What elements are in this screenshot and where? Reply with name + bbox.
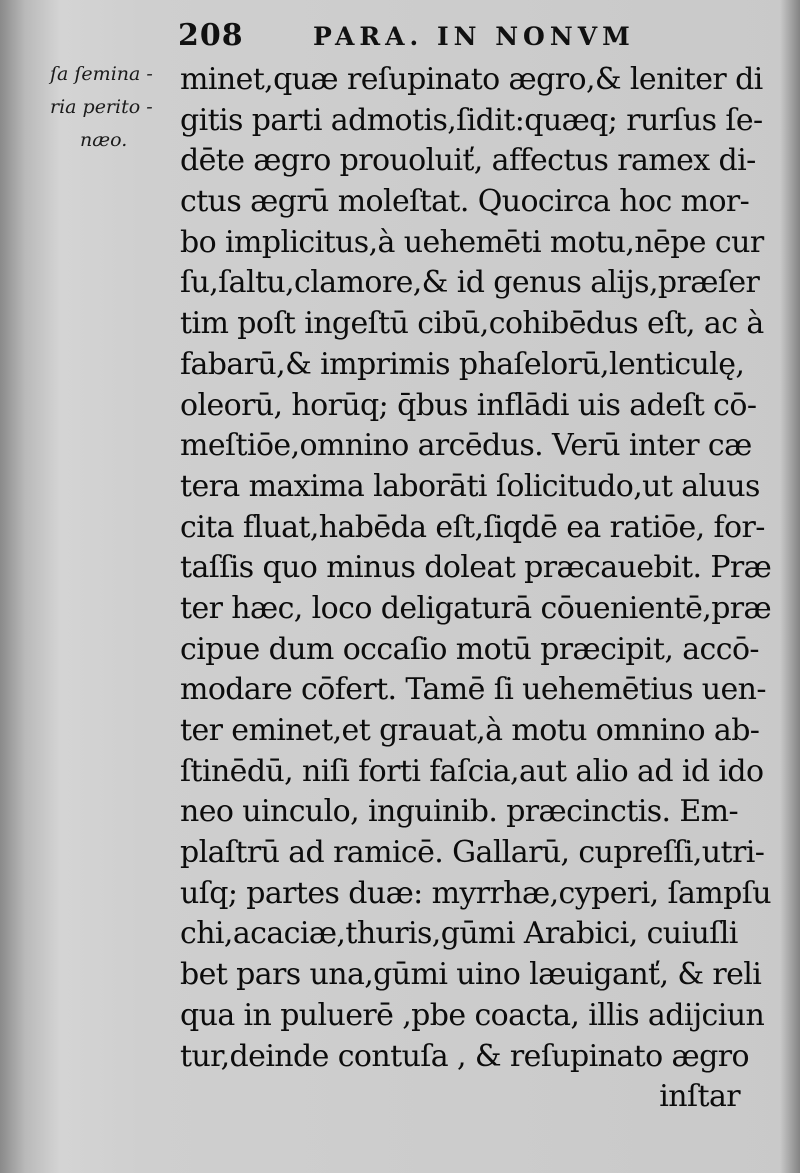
text-line: chi,acaciæ,thuris,gūmi Arabici, cuiuſli [180, 916, 738, 952]
text-line: minet,quæ reſupinato ægro,& leniter di [180, 62, 763, 97]
text-line: gitis parti admotis,ſidit:quæq; rurſus ſe- [180, 102, 763, 138]
margin-note [50, 58, 170, 157]
margin-note-line: ria perito - [50, 96, 153, 118]
text-line: fabarū,& imprimis phaſelorū,lenticulę, [180, 346, 745, 382]
text-line: cipue dum occaſio motū præcipit, accō- [180, 631, 759, 667]
text-line: ſu,ſaltu,clamore,& id genus alijs,præſer [180, 265, 760, 301]
text-line: ter eminet,et grauat,à motu omnino ab- [180, 713, 760, 748]
text-line: dēte ægro prouoluiť, affectus ramex di- [180, 143, 756, 179]
text-line: plaſtrū ad ramicē. Gallarū, cupreſſi,utri- [180, 835, 765, 871]
text-line: bet pars una,gūmi uino læuiganť, & reli [180, 957, 762, 993]
text-line: taſſis quo minus doleat præcauebit. Præ [180, 550, 772, 586]
page-edge-shadow [780, 0, 800, 1173]
text-line: ctus ægrū moleſtat. Quocirca hoc mor- [180, 184, 750, 220]
text-line: modare cōfert. Tamē ſi uehemētius uen- [180, 672, 766, 708]
main-text-block [180, 60, 772, 1118]
text-line: oleorū, horūq; q̄bus inflādi uis adeſt cō- [180, 387, 757, 423]
text-line: qua in puluerē ,pbe coacta, illis adijciun [180, 997, 765, 1033]
text-line: cita fluat,habēda eſt,ſiqdē ea ratiōe, for- [180, 509, 765, 545]
text-line: uſq; partes duæ: myrrhæ,cyperi, ſampſu [180, 875, 771, 911]
text-line: ter hæc, loco deligaturā cōuenientē,præ [180, 590, 772, 626]
folio-number: 208 [178, 18, 244, 53]
text-line: meſtiōe,omnino arcēdus. Verū inter cæ [180, 428, 752, 464]
running-title: PARA. IN NONVM [313, 22, 635, 51]
margin-note-line: næo. [80, 129, 128, 151]
margin-note-line: ſa ſemina - [50, 63, 153, 85]
text-line: tera maxima laborāti ſolicitudo,ut aluus [180, 468, 760, 504]
catchword: inſtar [659, 1079, 740, 1115]
text-line: neo uinculo, inguinib. præcinctis. Em- [180, 794, 739, 830]
text-line: tur,deinde contuſa , & reſupinato ægro [180, 1038, 749, 1074]
text-line: tim poſt ingeſtū cibū,cohibēdus eſt, ac à [180, 306, 764, 342]
text-line: bo implicitus,à uehemēti motu,nēpe cur [180, 224, 764, 260]
text-line: ſtinēdū, niſi forti faſcia,aut alio ad id ido [180, 753, 764, 789]
page-header [178, 18, 778, 58]
